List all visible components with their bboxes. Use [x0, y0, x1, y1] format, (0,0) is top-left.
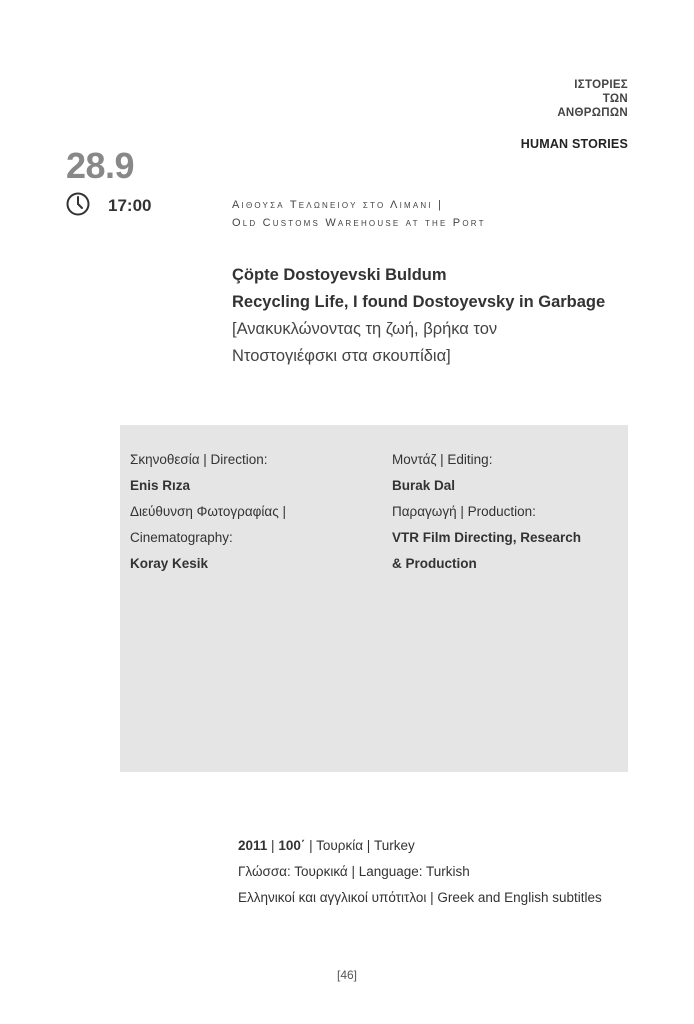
film-info — [238, 833, 602, 911]
editor-name: Burak Dal — [392, 478, 456, 493]
credits-left-column — [130, 447, 380, 577]
film-greek-title — [232, 316, 632, 370]
cinematography-label: Cinematography: — [130, 530, 233, 545]
film-greek-title-line: Ντοστογιέφσκι στα σκουπίδια] — [232, 347, 451, 365]
film-english-title: Recycling Life, I found Dostoyevsky in Garbage — [232, 293, 606, 311]
credits-right-column — [392, 447, 622, 577]
section-title-greek-line: ΤΩΝ — [602, 93, 628, 105]
production-label: Παραγωγή | Production: — [392, 504, 536, 519]
film-title-block — [232, 262, 632, 370]
direction-label: Σκηνοθεσία | Direction: — [130, 452, 268, 467]
screening-time: 17:00 — [108, 196, 152, 215]
venue-greek: Αιθουσα Τελωνειου στο Λιμανι | — [232, 199, 444, 211]
clock-icon — [66, 192, 90, 216]
film-original-title: Çöpte Dostoyevski Buldum — [232, 266, 447, 284]
venue-english: Old Customs Warehouse at the Port — [232, 217, 486, 229]
production-name: VTR Film Directing, Research — [392, 530, 582, 545]
film-subtitles: Ελληνικοί και αγγλικοί υπότιτλοι | Greek and English subtitles — [238, 890, 602, 905]
page-number: [46] — [336, 968, 357, 982]
editing-label: Μοντάζ | Editing: — [392, 452, 493, 467]
production-name: & Production — [392, 556, 477, 571]
cinematography-label: Διεύθυνση Φωτογραφίας | — [130, 504, 286, 519]
section-title-greek-line: ΙΣΤΟΡΙΕΣ — [574, 79, 628, 91]
credits-box — [120, 425, 628, 772]
separator: | — [267, 838, 279, 853]
film-country: | Τουρκία | Turkey — [305, 838, 415, 853]
section-title-greek-line: ΑΝΘΡΩΠΩΝ — [557, 107, 628, 119]
film-language: Γλώσσα: Τουρκικά | Language: Turkish — [238, 864, 470, 879]
film-duration: 100΄ — [278, 838, 306, 853]
film-year: 2011 — [238, 838, 268, 853]
section-title-greek — [557, 78, 628, 120]
cinematographer-name: Koray Kesik — [130, 556, 209, 571]
director-name: Enis Rıza — [130, 478, 191, 493]
section-title-english: HUMAN STORIES — [520, 137, 628, 151]
screening-date: 28.9 — [66, 145, 135, 186]
film-info-line — [238, 833, 602, 859]
film-greek-title-line: [Ανακυκλώνοντας τη ζωή, βρήκα τον — [232, 320, 498, 338]
venue — [232, 196, 486, 232]
